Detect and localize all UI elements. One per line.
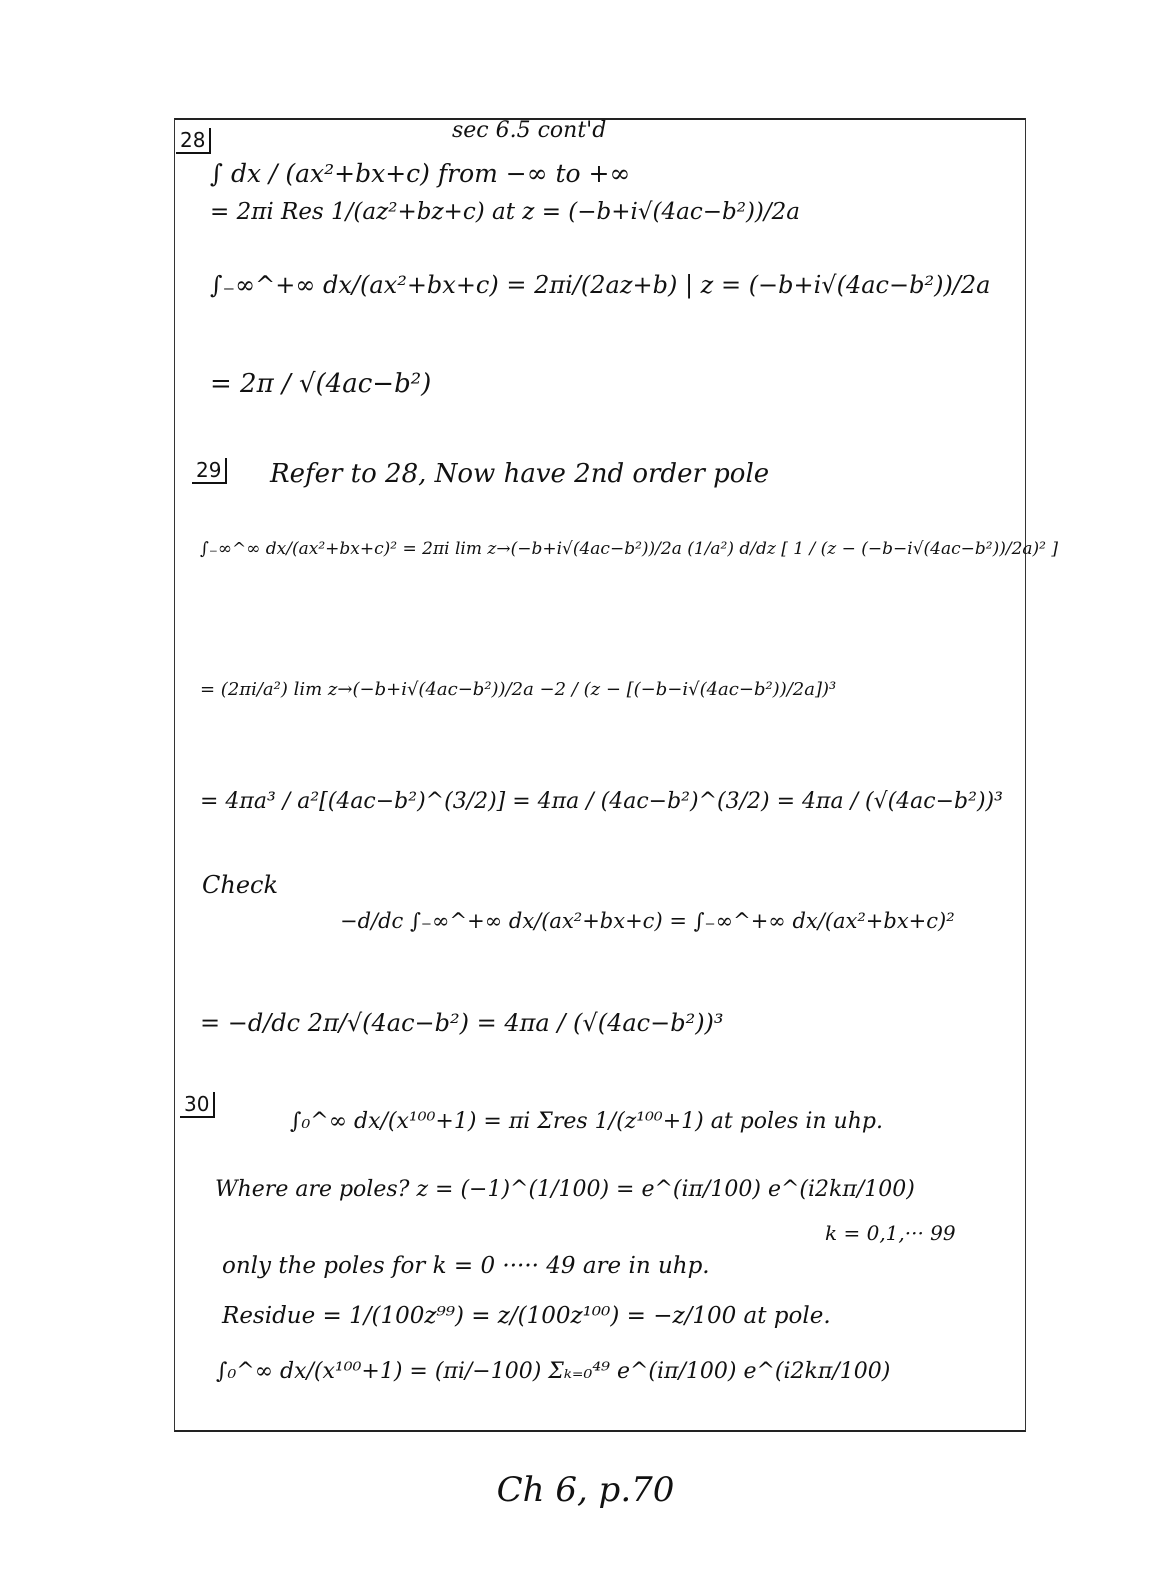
problem-29-check-label: Check: [202, 871, 279, 899]
problem-29-line1: ∫₋∞^∞ dx/(ax²+bx+c)² = 2πi lim z→(−b+i√(4ac−b²))/2a (1/a²) d/dz [ 1 / (z − (−b−i√(4ac−b²))/2a)² ]: [200, 539, 1059, 559]
section-heading: sec 6.5 cont'd: [452, 118, 607, 143]
problem-30-tag: 30: [180, 1092, 215, 1118]
problem-30-line5: ∫₀^∞ dx/(x¹⁰⁰+1) = (πi/−100) Σₖ₌₀⁴⁹ e^(iπ/100) e^(i2kπ/100): [216, 1359, 891, 1384]
problem-28-tag: 28: [176, 128, 211, 154]
problem-29-check-line1: −d/dc ∫₋∞^+∞ dx/(ax²+bx+c) = ∫₋∞^+∞ dx/(ax²+bx+c)²: [340, 909, 955, 933]
problem-29-check-line2: = −d/dc 2π/√(4ac−b²) = 4πa / (√(4ac−b²))³: [200, 1009, 724, 1037]
problem-30-line4: Residue = 1/(100z⁹⁹) = z/(100z¹⁰⁰) = −z/100 at pole.: [222, 1303, 831, 1329]
page-footer: Ch 6, p.70: [496, 1470, 675, 1510]
problem-30-line2: Where are poles? z = (−1)^(1/100) = e^(iπ/100) e^(i2kπ/100): [215, 1177, 915, 1202]
problem-28-line2: ∫₋∞^+∞ dx/(ax²+bx+c) = 2πi/(2az+b) | z = (−b+i√(4ac−b²))/2a: [210, 271, 991, 299]
problem-30-k-range: k = 0,1,··· 99: [825, 1221, 956, 1245]
problem-28-line3: = 2π / √(4ac−b²): [210, 369, 432, 399]
problem-30-line1: ∫₀^∞ dx/(x¹⁰⁰+1) = πi Σres 1/(z¹⁰⁰+1) at poles in uhp.: [290, 1109, 883, 1134]
problem-29-intro: Refer to 28, Now have 2nd order pole: [270, 459, 770, 489]
problem-29-line3: = 4πa³ / a²[(4ac−b²)^(3/2)] = 4πa / (4ac−b²)^(3/2) = 4πa / (√(4ac−b²))³: [200, 789, 1003, 814]
problem-30-line3: only the poles for k = 0 ····· 49 are in uhp.: [222, 1253, 710, 1279]
problem-28-line1-lhs: ∫ dx / (ax²+bx+c) from −∞ to +∞: [210, 159, 631, 188]
problem-28-line1-rhs: = 2πi Res 1/(az²+bz+c) at z = (−b+i√(4ac−b²))/2a: [210, 199, 800, 225]
problem-29-line2: = (2πi/a²) lim z→(−b+i√(4ac−b²))/2a −2 / (z − [(−b−i√(4ac−b²))/2a])³: [200, 679, 837, 700]
problem-29-tag: 29: [192, 458, 227, 484]
